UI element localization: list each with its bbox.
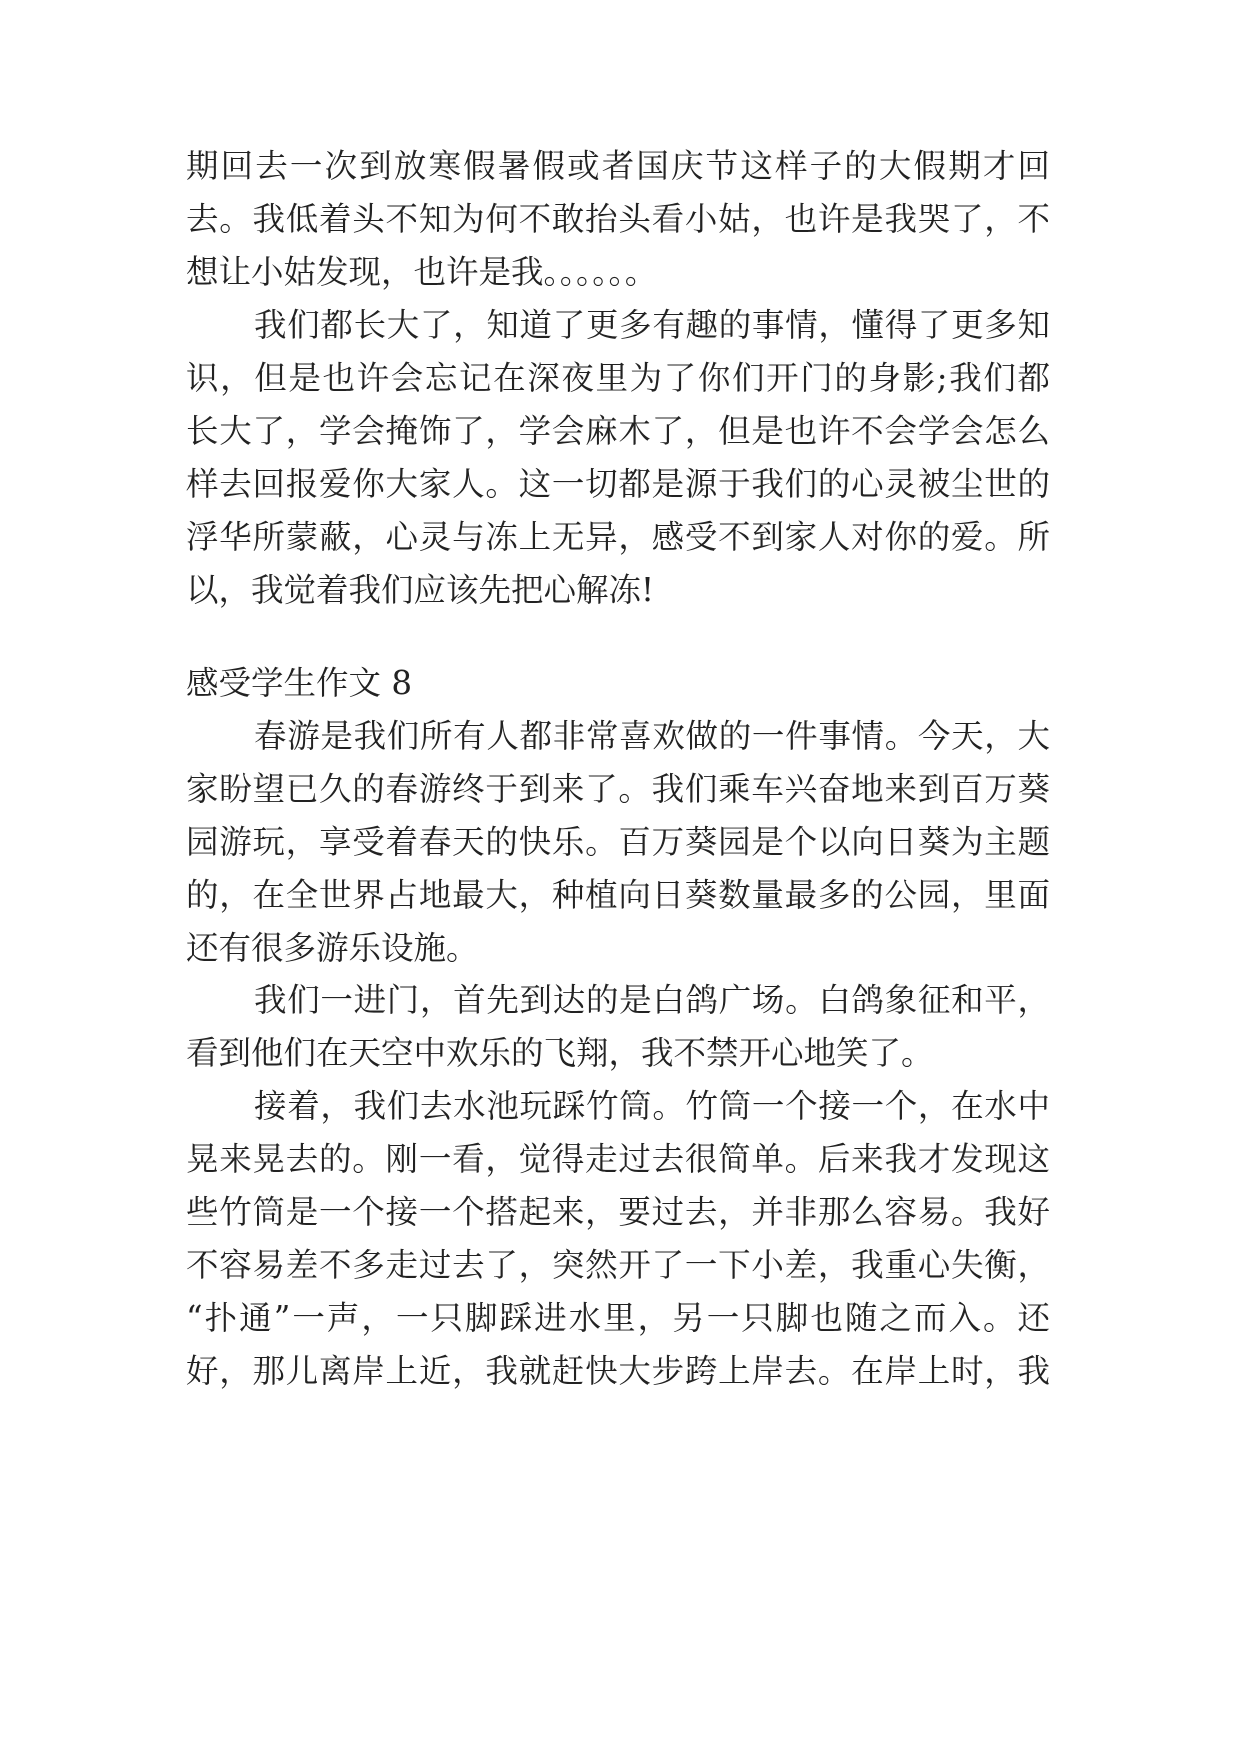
text-line: [186, 1136, 1051, 1182]
text-line: [186, 567, 654, 613]
text-line: [186, 872, 1051, 918]
line-text: 些竹筒是一个接一个搭起来，要过去，并非那么容易。我好: [186, 1193, 1051, 1231]
text-line: [186, 1348, 1051, 1394]
text-line: [254, 302, 1051, 348]
line-text: 的，在全世界占地最大，种植向日葵数量最多的公园，里面: [186, 876, 1051, 914]
line-text: 看到他们在天空中欢乐的飞翔，我不禁开心地笑了。: [186, 1034, 934, 1072]
line-text: 园游玩，享受着春天的快乐。百万葵园是个以向日葵为主题: [186, 823, 1051, 861]
text-line: [186, 355, 1052, 401]
line-text: 样去回报爱你大家人。这一切都是源于我们的心灵被尘世的: [186, 465, 1051, 503]
line-text: 浮华所蒙蔽，心灵与冻上无异，感受不到家人对你的爱。所: [186, 518, 1051, 556]
text-line: [186, 249, 657, 295]
heading-text: 感受学生作文 8: [186, 664, 413, 702]
text-line: [186, 1295, 1052, 1341]
text-line: [186, 766, 1051, 812]
text-line: [254, 977, 1051, 1023]
line-text: 不容易差不多走过去了，突然开了一下小差，我重心失衡，: [186, 1246, 1051, 1284]
text-line: [186, 1030, 934, 1076]
text-line: [186, 925, 479, 971]
line-text: 期回去一次到放寒假暑假或者国庆节这样子的大假期才回: [186, 147, 1053, 185]
text-line: [186, 408, 1051, 454]
line-text: 好，那儿离岸上近，我就赶快大步跨上岸去。在岸上时，我: [186, 1352, 1051, 1390]
text-line: [186, 196, 1051, 242]
line-text: 我们一进门，首先到达的是白鸽广场。白鸽象征和平，: [254, 981, 1051, 1019]
line-text: 想让小姑发现，也许是我。。。。。。: [186, 253, 658, 291]
line-text: “扑通”一声，一只脚踩进水里，另一只脚也随之而入。还: [186, 1299, 1053, 1337]
line-text: 我们都长大了，知道了更多有趣的事情，懂得了更多知: [254, 306, 1051, 344]
text-line: [254, 713, 1051, 759]
text-line: [186, 461, 1051, 507]
text-line: [186, 143, 1052, 189]
text-line: [186, 514, 1051, 560]
line-text: 还有很多游乐设施。: [186, 929, 479, 967]
section-heading: [186, 660, 412, 706]
line-text: 家盼望已久的春游终于到来了。我们乘车兴奋地来到百万葵: [186, 770, 1051, 808]
text-line: [186, 819, 1051, 865]
text-line: [254, 1083, 1051, 1129]
line-text: 去。我低着头不知为何不敢抬头看小姑，也许是我哭了，不: [186, 200, 1051, 238]
line-text: 以，我觉着我们应该先把心解冻!: [186, 571, 655, 609]
line-text: 春游是我们所有人都非常喜欢做的一件事情。今天，大: [254, 717, 1051, 755]
text-line: [186, 1189, 1051, 1235]
line-text: 接着，我们去水池玩踩竹筒。竹筒一个接一个，在水中: [254, 1087, 1051, 1125]
line-text: 长大了，学会掩饰了，学会麻木了，但是也许不会学会怎么: [186, 412, 1051, 450]
line-text: 识，但是也许会忘记在深夜里为了你们开门的身影;我们都: [186, 359, 1052, 397]
text-line: [186, 1242, 1051, 1288]
line-text: 晃来晃去的。刚一看，觉得走过去很简单。后来我才发现这: [186, 1140, 1051, 1178]
